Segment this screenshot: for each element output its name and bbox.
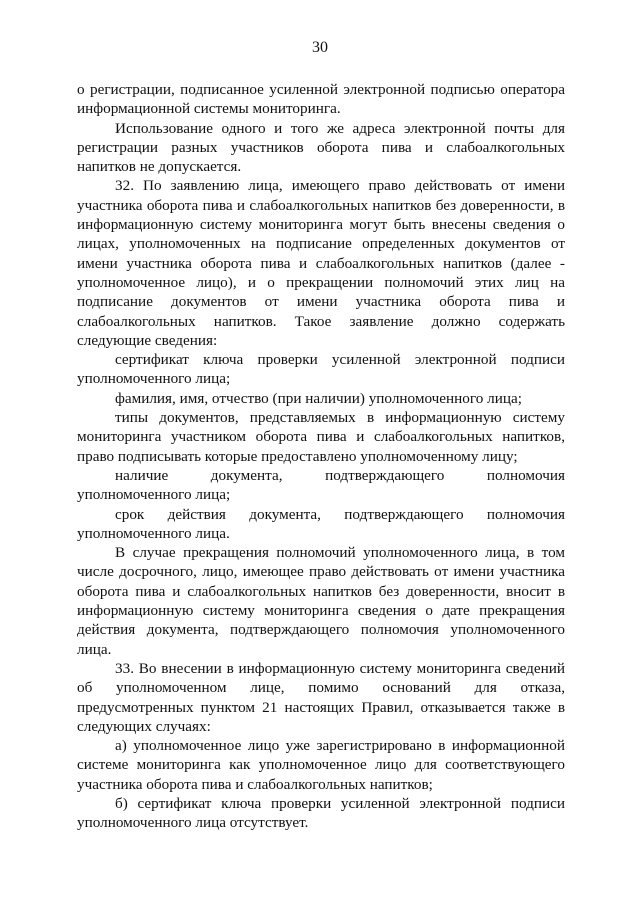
- document-body: [77, 80, 565, 833]
- paragraph-name-item: фамилия, имя, отчество (при наличии) уполномоченного лица;: [115, 389, 522, 407]
- paragraph-33-refusal: 33. Во внесении в информационную систему мониторинга сведений об уполномоченном лице, помимо оснований для отказа, предусмотренных пунктом 21 настоящих Правил, отказывается также в следующих случаях:: [77, 659, 565, 735]
- paragraph-validity-term-item: срок действия документа, подтверждающего полномочия уполномоченного лица.: [77, 505, 565, 542]
- paragraph-document-types-item: типы документов, представляемых в информационную систему мониторинга участником оборота пива и слабоалкогольных напитков, право подписывать которые предоставлено уполномоченному лицу;: [77, 409, 565, 465]
- page-number: 30: [312, 39, 328, 56]
- paragraph-refusal-case-b: б) сертификат ключа проверки усиленной электронной подписи уполномоченного лица отсутствует.: [77, 794, 565, 832]
- paragraph-email-restriction: Использование одного и того же адреса электронной почты для регистрации разных участников оборота пива и слабоалкогольных напитков не допускается.: [77, 119, 565, 176]
- paragraph-authority-document-item: наличие документа, подтверждающего полномочия уполномоченного лица;: [77, 466, 565, 504]
- paragraph-termination-case: В случае прекращения полномочий уполномоченного лица, в том числе досрочного, лицо, имеющее право действовать от имени участника оборота пива и слабоалкогольных напитков без доверенности, вносит в информационную систему мониторинга сведения о дате прекращения действия документа, подтверждающего полномочия уполномоченного лица.: [77, 544, 565, 658]
- paragraph-certificate-item: сертификат ключа проверки усиленной электронной подписи уполномоченного лица;: [77, 351, 565, 388]
- paragraph-registration-signature: о регистрации, подписанное усиленной электронной подписью оператора информационной системы мониторинга.: [77, 81, 565, 118]
- paragraph-32-statement: 32. По заявлению лица, имеющего право действовать от имени участника оборота пива и слабоалкогольных напитков без доверенности, в информационную систему мониторинга могут быть внесены сведения о лицах, уполномоченных на подписание определенных документов от имени участника оборота пива и слабоалкогольных напитков (далее - уполномоченное лицо), и о прекращении полномочий этих лиц на подписание документов от имени участника оборота пива и слабоалкогольных напитков. Такое заявление должно содержать следующие сведения:: [77, 177, 565, 349]
- paragraph-refusal-case-a: а) уполномоченное лицо уже зарегистрировано в информационной системе мониторинга как уполномоченное лицо для соответствующего участника оборота пива и слабоалкогольных напитков;: [77, 737, 565, 793]
